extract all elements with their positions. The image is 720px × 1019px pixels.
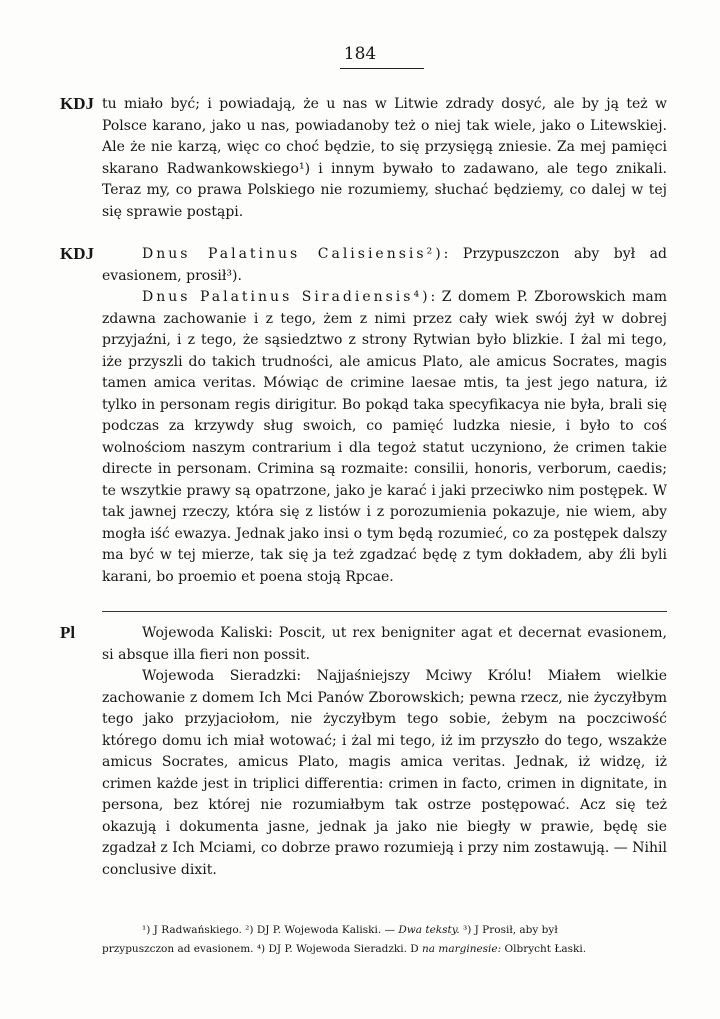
footnote-line — [102, 921, 667, 940]
section-divider — [102, 611, 667, 612]
speaker-name: Dnus Palatinus Calisiensis²) — [142, 246, 444, 262]
page-number: 184 — [343, 44, 377, 64]
footnote-line — [102, 940, 667, 959]
source-sigil: KDJ — [60, 244, 94, 263]
section-kdj-1 — [60, 94, 667, 223]
paragraph — [102, 244, 667, 287]
footnote-text: Olbrycht Łaski. — [501, 943, 587, 955]
footnote-text: przypuszczon ad evasionem. ⁴) DJ P. Wojewoda Sieradzki. D — [102, 943, 423, 955]
footnotes — [102, 921, 667, 959]
section-kdj-2 — [60, 244, 667, 588]
footnote-italic: Dwa teksty. — [398, 924, 460, 936]
paragraph: tu miało być; i powiadają, że u nas w Litwie zdrady dosyć, ale by ją też w Polsce karano, jako u nas, powiadanoby też o niej tak wiele, jako o Litewskiej. Ale że nie karzą, więc co choć będzie, to się przysięgą zniesie. Za mej pamięci skarano Radwankowskiego¹) i innym bywało to zadawano, ale tego znikali. Teraz my, co prawa Polskiego nie rozumiemy, słuchać będziemy, co dalej w tej się sprawie postąpi. — [102, 96, 667, 220]
paragraph: Wojewoda Sieradzki: Najjaśniejszy Mciwy Królu! Miałem wielkie zachowanie z domem Ich Mci Panów Zborowskich; pewna rzecz, nie życzyłbym tego jako przyjaciołom, nie życzyłbym tego sobie, żebym na poczciwość którego domu ich miał wotować; i żal mi tego, iż im przyszło do tego, wszakże amicus Socrates, amicus Plato, magis amica veritas. Jednak, iż widzę, iż crimen każde jest in triplici differentia: crimen in facto, crimen in dignitate, in persona, bez której nie rozumiałbym tak ostrze postępować. Acz się też okazują i dokumenta jasne, jednak ja jako nie biegły w prawie, będę sie zgadzał z Ich Mciami, co dobrze prawo rozumieją i przy nim zostawują. — Nihil conclusive dixit. — [102, 668, 667, 878]
paragraph: Wojewoda Kaliski: Poscit, ut rex benigniter agat et decernat evasionem, si absque illa fieri non possit. — [102, 625, 667, 663]
source-sigil: KDJ — [60, 94, 94, 113]
paragraph — [102, 287, 667, 588]
footnote-text: ¹) J Radwańskiego. ²) DJ P. Wojewoda Kaliski. — — [142, 924, 399, 936]
footnote-italic: na marginesie: — [422, 943, 502, 955]
section-pl — [60, 623, 667, 881]
speech-text: : Przypuszczon aby był ad evasionem, prosił³). — [102, 246, 667, 284]
page-number-rule — [340, 68, 424, 69]
speech-text: : Z domem P. Zborowskich mam zdawna zachowanie i z tego, żem z nimi przez cały wiek swój żył w dobrej przyjaźni, i z tego, że sąsiedztwo z strony Rytwian było blizkie. I żal mi tego, iże przyszli do takich trudności, ale amicus Plato, ale amicus Socrates, magis tamen amica veritas. Mówiąc de crimine laesae mtis, ta jest jego natura, iż tylko in personam regis dirigitur. Bo pokąd taka specyfikacya nie była, brali się podczas za krzywdy sług swoich, co pamięć ludzka niesie, i było to coś wolnościom naszym contrarium i dla tegoż statut uczyniono, że crimen takie directe in personam. Crimina są rozmaite: consilii, honoris, verborum, caedis; te wszytkie prawy są opatrzone, jako je karać i jaki przeciwko nim postępek. W tak jawnej rzeczy, która się z listów i z porozumienia pokazuje, nie wiem, aby mogła iść ewazya. Jednak jako insi o tym będą rozumieć, co za postępek dalszy ma być w tej mierze, tak się ja też zgadzać będę z tym dokładem, aby źli byli karani, bo proemio et poena stoją Rpcae. — [102, 289, 667, 585]
footnote-text: ³) J Prosił, aby był — [459, 924, 558, 936]
speaker-name: Dnus Palatinus Siradiensis⁴) — [142, 289, 431, 305]
source-sigil: Pl — [60, 623, 76, 642]
